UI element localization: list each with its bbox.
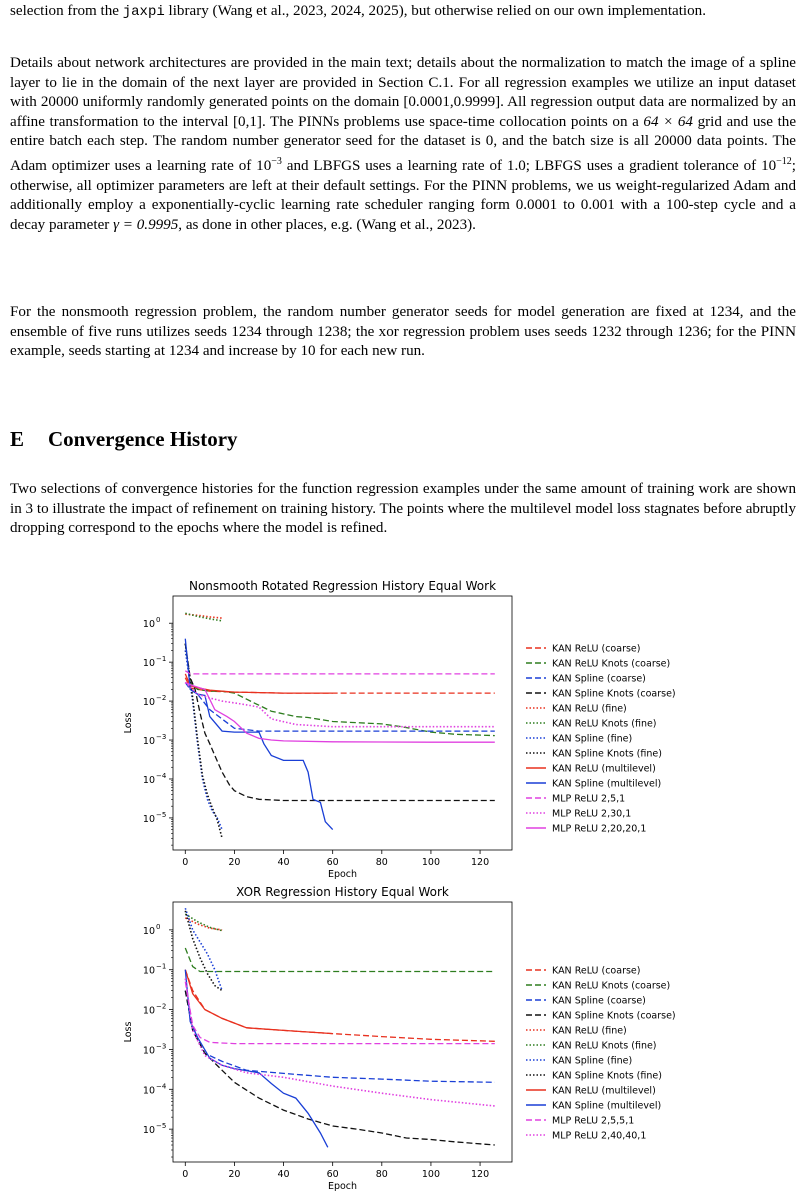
x-axis-label: Epoch xyxy=(327,869,358,880)
x-tick-label: 40 xyxy=(277,857,290,868)
y-tick-label: 10 xyxy=(142,619,155,631)
x-tick-label: 120 xyxy=(470,1169,490,1180)
y-tick-exponent: −4 xyxy=(156,1082,167,1091)
x-tick-label: 60 xyxy=(326,857,339,868)
legend-item-kan-relu-fine: KAN ReLU (fine) xyxy=(552,703,627,715)
y-tick-label: 10 xyxy=(142,774,155,786)
para0-b: library (Wang et al., 2023, 2024, 2025), but otherwise relied on our own implementation. xyxy=(164,3,706,19)
legend-item-kan-spline-fine: KAN Spline (fine) xyxy=(552,1055,633,1067)
para1-b: grid and use the entire batch each step. The random number generator seed for the dataset is 0, and the batch size is all 20000 data points. The Adam optimizer uses a learning rate of xyxy=(10,113,797,174)
x-tick-label: 60 xyxy=(326,1169,339,1180)
legend-item-mlp-relu-2-40-40-1: MLP ReLU 2,40,40,1 xyxy=(552,1130,647,1142)
para1-e: to xyxy=(557,197,581,214)
x-tick-label: 0 xyxy=(182,1169,189,1180)
y-tick-exponent: −1 xyxy=(156,962,167,971)
y-tick-exponent: −5 xyxy=(156,810,167,819)
y-tick-label: 10 xyxy=(142,658,155,670)
y-tick-label: 10 xyxy=(142,1005,155,1017)
legend-item-kan-relu-knots-coarse: KAN ReLU Knots (coarse) xyxy=(552,980,671,992)
legend-item-mlp-relu-2-5-5-1: MLP ReLU 2,5,5,1 xyxy=(552,1115,635,1127)
x-tick-label: 0 xyxy=(182,857,189,868)
legend-item-kan-spline-multilevel: KAN Spline (multilevel) xyxy=(552,778,662,790)
legend-item-kan-spline-knots-fine: KAN Spline Knots (fine) xyxy=(552,748,662,760)
legend-item-kan-relu-fine: KAN ReLU (fine) xyxy=(552,1025,627,1037)
legend-item-mlp-relu-2-5-1: MLP ReLU 2,5,1 xyxy=(552,793,626,805)
section-number: E xyxy=(10,427,25,451)
legend-item-kan-spline-knots-coarse: KAN Spline Knots (coarse) xyxy=(552,688,676,700)
section-heading xyxy=(10,427,238,452)
legend-item-kan-relu-coarse: KAN ReLU (coarse) xyxy=(552,965,641,977)
x-tick-label: 100 xyxy=(421,1169,441,1180)
plot-frame xyxy=(173,596,512,850)
legend-item-kan-spline-knots-coarse: KAN Spline Knots (coarse) xyxy=(552,1010,676,1022)
legend-item-kan-spline-coarse: KAN Spline (coarse) xyxy=(552,673,646,685)
para0-a: selection from the xyxy=(10,3,123,19)
y-tick-label: 10 xyxy=(142,736,155,748)
y-tick-label: 10 xyxy=(142,965,155,977)
x-tick-label: 80 xyxy=(375,857,388,868)
paragraph-convergence: Two selections of convergence histories for the function regression examples under the same amount of training work are shown in 3 to illustrate the impact of refinement on training history. The points where the multilevel model loss stagnates before abruptly dropping correspond to the epochs where the model is refined. xyxy=(10,481,796,537)
lr-low: 0.0001 xyxy=(515,197,558,214)
legend-item-kan-spline-coarse: KAN Spline (coarse) xyxy=(552,995,646,1007)
x-tick-label: 20 xyxy=(228,1169,241,1180)
x-tick-label: 20 xyxy=(228,857,241,868)
lr-exp: −3 xyxy=(271,155,282,167)
tol-base: 10 xyxy=(761,158,777,174)
legend-item-kan-spline-fine: KAN Spline (fine) xyxy=(552,733,633,745)
para1-c: and LBFGS uses a learning rate of 1.0; LBFGS uses a gradient tolerance of xyxy=(281,158,762,174)
grid-size: 64 × 64 xyxy=(643,113,693,130)
legend-item-kan-spline-multilevel: KAN Spline (multilevel) xyxy=(552,1100,662,1112)
y-tick-exponent: −3 xyxy=(156,1042,167,1051)
gamma-value: γ = 0.9995 xyxy=(113,216,179,233)
legend-item-kan-spline-knots-fine: KAN Spline Knots (fine) xyxy=(552,1070,662,1082)
legend-item-kan-relu-knots-fine: KAN ReLU Knots (fine) xyxy=(552,718,657,730)
para1-g: , as done in other places, e.g. (Wang et al., 2023). xyxy=(178,216,476,233)
y-tick-label: 10 xyxy=(142,1125,155,1137)
y-tick-exponent: −2 xyxy=(156,1002,167,1011)
legend-item-kan-relu-coarse: KAN ReLU (coarse) xyxy=(552,643,641,655)
lr-base: 10 xyxy=(256,158,272,174)
legend-item-mlp-relu-2-30-1: MLP ReLU 2,30,1 xyxy=(552,808,632,820)
y-tick-exponent: −4 xyxy=(156,771,167,780)
y-tick-label: 10 xyxy=(142,925,155,937)
y-tick-exponent: −2 xyxy=(156,694,167,703)
para1-f: with a 100-step cycle and a decay parameter xyxy=(10,197,796,233)
legend-item-kan-relu-knots-fine: KAN ReLU Knots (fine) xyxy=(552,1040,657,1052)
x-tick-label: 80 xyxy=(375,1169,388,1180)
para1-a: Details about network architectures are provided in the main text; details about the normalization to match the image of a spline layer to lie in the domain of the next layer are provided in Section C.1. For all regression examples we utilize an input dataset with 20000 uniformly randomly generated points on the domain [0.0001,0.9999]. All regression output data are normalized by an affine transformation to the interval [0,1]. The PINNs problems use space-time collocation points on a xyxy=(10,55,796,130)
y-tick-exponent: −1 xyxy=(156,655,167,664)
paragraph-details xyxy=(10,54,796,235)
paragraph-intro xyxy=(10,2,796,23)
x-tick-label: 120 xyxy=(470,857,490,868)
lr-high: 0.001 xyxy=(580,197,615,214)
chart-title: Nonsmooth Rotated Regression History Equal Work xyxy=(188,579,497,593)
legend-item-kan-relu-multilevel: KAN ReLU (multilevel) xyxy=(552,1085,656,1097)
section-title: Convergence History xyxy=(48,427,238,451)
x-tick-label: 40 xyxy=(277,1169,290,1180)
y-tick-exponent: −3 xyxy=(156,733,167,742)
y-tick-label: 10 xyxy=(142,1085,155,1097)
legend-item-mlp-relu-2-20-20-1: MLP ReLU 2,20,20,1 xyxy=(552,823,647,835)
x-axis-label: Epoch xyxy=(327,1181,358,1192)
legend-item-kan-relu-multilevel: KAN ReLU (multilevel) xyxy=(552,763,656,775)
y-tick-exponent: −5 xyxy=(156,1122,167,1131)
y-tick-exponent: 0 xyxy=(156,922,161,931)
tol-exp: −12 xyxy=(776,155,792,167)
para1-d: ; otherwise, all optimizer parameters are left at their default settings. For the PINN problems, we us weight-regularized Adam and additionally employ a exponentially-cyclic learning rate scheduler ranging form xyxy=(10,158,796,214)
legend-item-kan-relu-knots-coarse: KAN ReLU Knots (coarse) xyxy=(552,658,671,670)
y-axis-label: Loss xyxy=(123,712,134,734)
y-tick-label: 10 xyxy=(142,813,155,825)
paragraph-seeds: For the nonsmooth regression problem, the random number generator seeds for model generation are fixed at 1234, and the ensemble of five runs utilizes seeds 1234 through 1238; the xor regression problem uses seeds 1232 through 1236; for the PINN example, seeds starting at 1234 and increase by 10 for each new run. xyxy=(10,304,796,360)
x-tick-label: 100 xyxy=(421,857,441,868)
chart-xor-regression xyxy=(0,882,806,1195)
y-tick-label: 10 xyxy=(142,1045,155,1057)
plot-frame xyxy=(173,902,512,1162)
y-tick-exponent: 0 xyxy=(156,616,161,625)
chart-title: XOR Regression History Equal Work xyxy=(236,885,449,899)
code-jaxpi: jaxpi xyxy=(122,4,165,20)
y-tick-label: 10 xyxy=(142,697,155,709)
y-axis-label: Loss xyxy=(123,1021,134,1043)
chart-nonsmooth-regression xyxy=(0,578,806,882)
